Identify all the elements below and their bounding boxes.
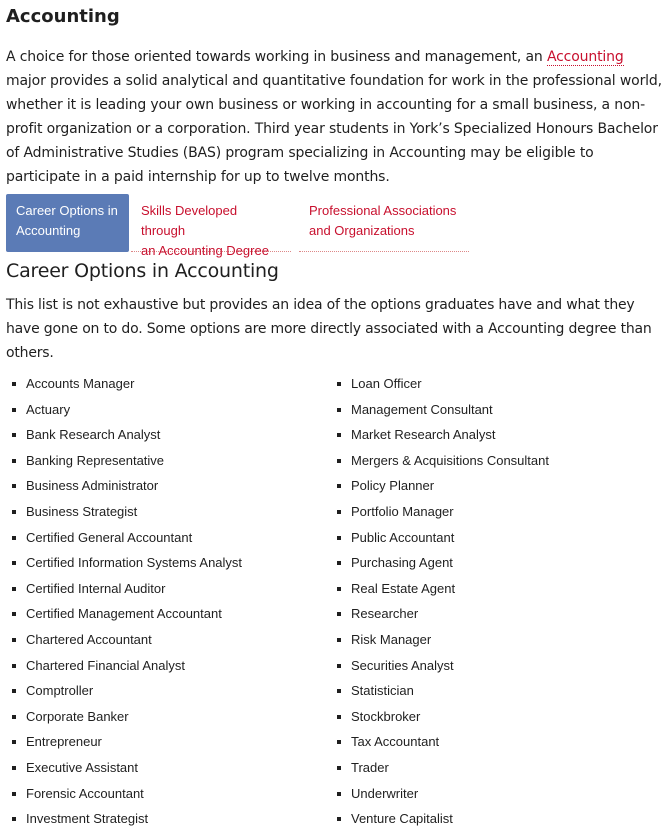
tab-skills-developed[interactable] (131, 194, 291, 258)
career-list-item: Venture Capitalist (331, 810, 549, 836)
career-list-item: Chartered Financial Analyst (6, 657, 331, 683)
career-list-item: Corporate Banker (6, 708, 331, 734)
career-list-item: Management Consultant (331, 401, 549, 427)
career-list-item: Tax Accountant (331, 733, 549, 759)
career-list-item: Forensic Accountant (6, 785, 331, 811)
tab-label-line: Accounting (16, 223, 81, 238)
career-list-item: Securities Analyst (331, 657, 549, 683)
career-list-item: Certified General Accountant (6, 529, 331, 555)
career-list-item: Bank Research Analyst (6, 426, 331, 452)
intro-text-after: major provides a solid analytical and quantitative foundation for work in the professional world, whether it is leading your own business or working in accounting for a small business, a non-profit organization or a corporation. Third year students in York’s Specialized Honours Bachelor of Administrative Studies (BAS) program specializing in Accounting may be eligible to participate in a paid internship for up to twelve months. (6, 73, 662, 185)
career-list-item: Certified Information Systems Analyst (6, 554, 331, 580)
career-list-item: Statistician (331, 682, 549, 708)
career-list-item: Purchasing Agent (331, 554, 549, 580)
tab-bar (6, 194, 665, 258)
career-list-item: Loan Officer (331, 375, 549, 401)
career-lists (6, 375, 665, 836)
career-list-item: Comptroller (6, 682, 331, 708)
career-list-item: Market Research Analyst (331, 426, 549, 452)
tab-professional-associations[interactable] (299, 194, 469, 252)
career-list-item: Trader (331, 759, 549, 785)
career-list-item: Accounts Manager (6, 375, 331, 401)
career-list-item: Business Strategist (6, 503, 331, 529)
career-list-item: Certified Internal Auditor (6, 580, 331, 606)
tab-label-line: Career Options in (16, 203, 118, 218)
career-list-item: Investment Strategist (6, 810, 331, 836)
career-list-item: Policy Planner (331, 477, 549, 503)
tab-label-line: Professional Associations (309, 203, 457, 218)
career-list-item: Banking Representative (6, 452, 331, 478)
career-list-item: Certified Management Accountant (6, 605, 331, 631)
intro-paragraph (6, 45, 665, 189)
career-list-left (6, 375, 331, 836)
intro-text-before: A choice for those oriented towards working in business and management, an (6, 49, 547, 65)
career-list-item: Researcher (331, 605, 549, 631)
tab-label-line: and Organizations (309, 223, 415, 238)
page-title: Accounting (6, 6, 120, 27)
career-list-item: Entrepreneur (6, 733, 331, 759)
career-list-item: Business Administrator (6, 477, 331, 503)
career-list-item: Chartered Accountant (6, 631, 331, 657)
section-heading: Career Options in Accounting (6, 260, 279, 282)
accounting-link[interactable]: Accounting (546, 49, 624, 65)
career-list-item: Real Estate Agent (331, 580, 549, 606)
career-list-item: Risk Manager (331, 631, 549, 657)
career-list-right (331, 375, 549, 836)
career-list-item: Executive Assistant (6, 759, 331, 785)
career-list-item: Public Accountant (331, 529, 549, 555)
career-list-item: Mergers & Acquisitions Consultant (331, 452, 549, 478)
tab-career-options[interactable] (6, 194, 129, 252)
tab-label-line: an Accounting Degree (141, 243, 269, 258)
career-list-item: Portfolio Manager (331, 503, 549, 529)
section-description: This list is not exhaustive but provides an idea of the options graduates have and what they have gone on to do. Some options are more directly associated with a Accounting degree than others. (6, 297, 652, 361)
career-list-item: Stockbroker (331, 708, 549, 734)
career-list-item: Actuary (6, 401, 331, 427)
career-list-item: Underwriter (331, 785, 549, 811)
tab-label-line: Skills Developed through (141, 203, 238, 238)
